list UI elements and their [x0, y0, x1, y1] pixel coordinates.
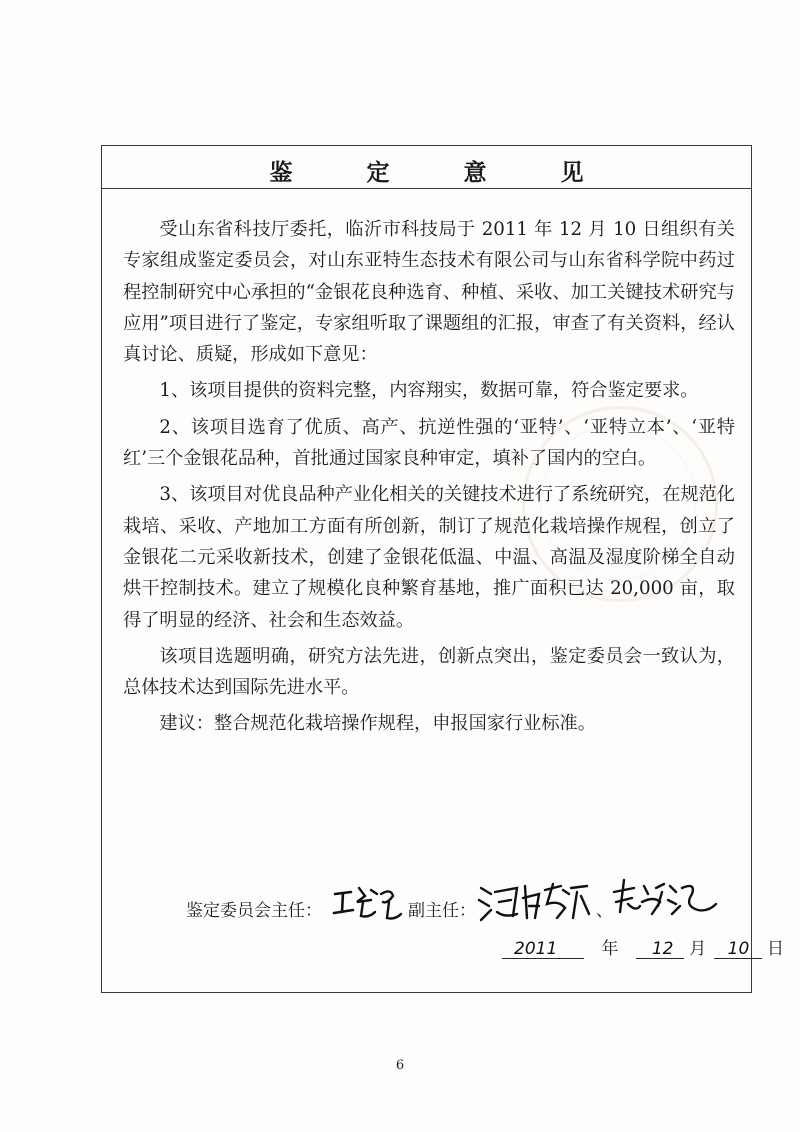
signature-separator: 、 — [596, 901, 613, 921]
date-year: 2011 — [514, 939, 558, 959]
date-year-field — [502, 937, 584, 959]
date-day-label: 日 — [767, 939, 785, 959]
page-title: 鉴 定 意 见 — [269, 159, 617, 186]
date-month-label: 月 — [689, 939, 707, 959]
opinion-form — [101, 145, 785, 993]
vice-chair-signature-2 — [610, 876, 720, 920]
paragraph-suggestion: 建议：整合规范化栽培操作规程，申报国家行业标准。 — [159, 713, 596, 735]
paragraph-item-3: 3、该项目对优良品种产业化相关的关键技术进行了系统研究，在规范化栽培、采收、产地加工方面有所创新，制订了规范化栽培操作规程，创立了金银花二元采收新技术，创建了金银花低温、中温、高温及湿度阶梯全自动烘干控制技术。建立了规模化良种繁育基地，推广面积已达 20,000 亩，取得了明显的经济、社会和生态效益。 — [123, 484, 735, 631]
title-row — [102, 146, 751, 189]
date-day-field — [714, 937, 762, 959]
date-month-field — [636, 937, 684, 959]
date-month: 12 — [651, 939, 674, 959]
chair-label: 鉴定委员会主任： — [186, 901, 322, 921]
chair-signature — [331, 882, 405, 926]
signing-date — [502, 934, 784, 959]
date-year-label: 年 — [601, 939, 619, 959]
paragraph-conclusion: 该项目选题明确，研究方法先进，创新点突出，鉴定委员会一致认为，总体技术达到国际先进水平。 — [123, 645, 735, 699]
vice-chair-label: 副主任： — [408, 901, 476, 921]
date-day: 10 — [727, 939, 750, 959]
opinion-body — [123, 214, 735, 740]
paragraph-item-2: 2、该项目选育了优质、高产、抗逆性强的‘亚特’、‘亚特立本’、‘亚特红’三个金银花品种，首批通过国家良种审定，填补了国内的空白。 — [123, 416, 735, 470]
paragraph-item-1: 1、该项目提供的资料完整，内容翔实，数据可靠，符合鉴定要求。 — [159, 380, 699, 402]
page-number: 6 — [395, 1058, 405, 1073]
vice-chair-signature-1 — [477, 878, 597, 926]
paragraph-intro: 受山东省科技厅委托，临沂市科技局于 2011 年 12 月 10 日组织有关专家组成鉴定委员会，对山东亚特生态技术有限公司与山东省科学院中药过程控制研究中心承担的“金银花良种选育、种植、采收、加工关键技术研究与应用”项目进行了鉴定，专家组听取了课题组的汇报，审查了有关资料，经认真讨论、质疑，形成如下意见： — [123, 219, 735, 366]
